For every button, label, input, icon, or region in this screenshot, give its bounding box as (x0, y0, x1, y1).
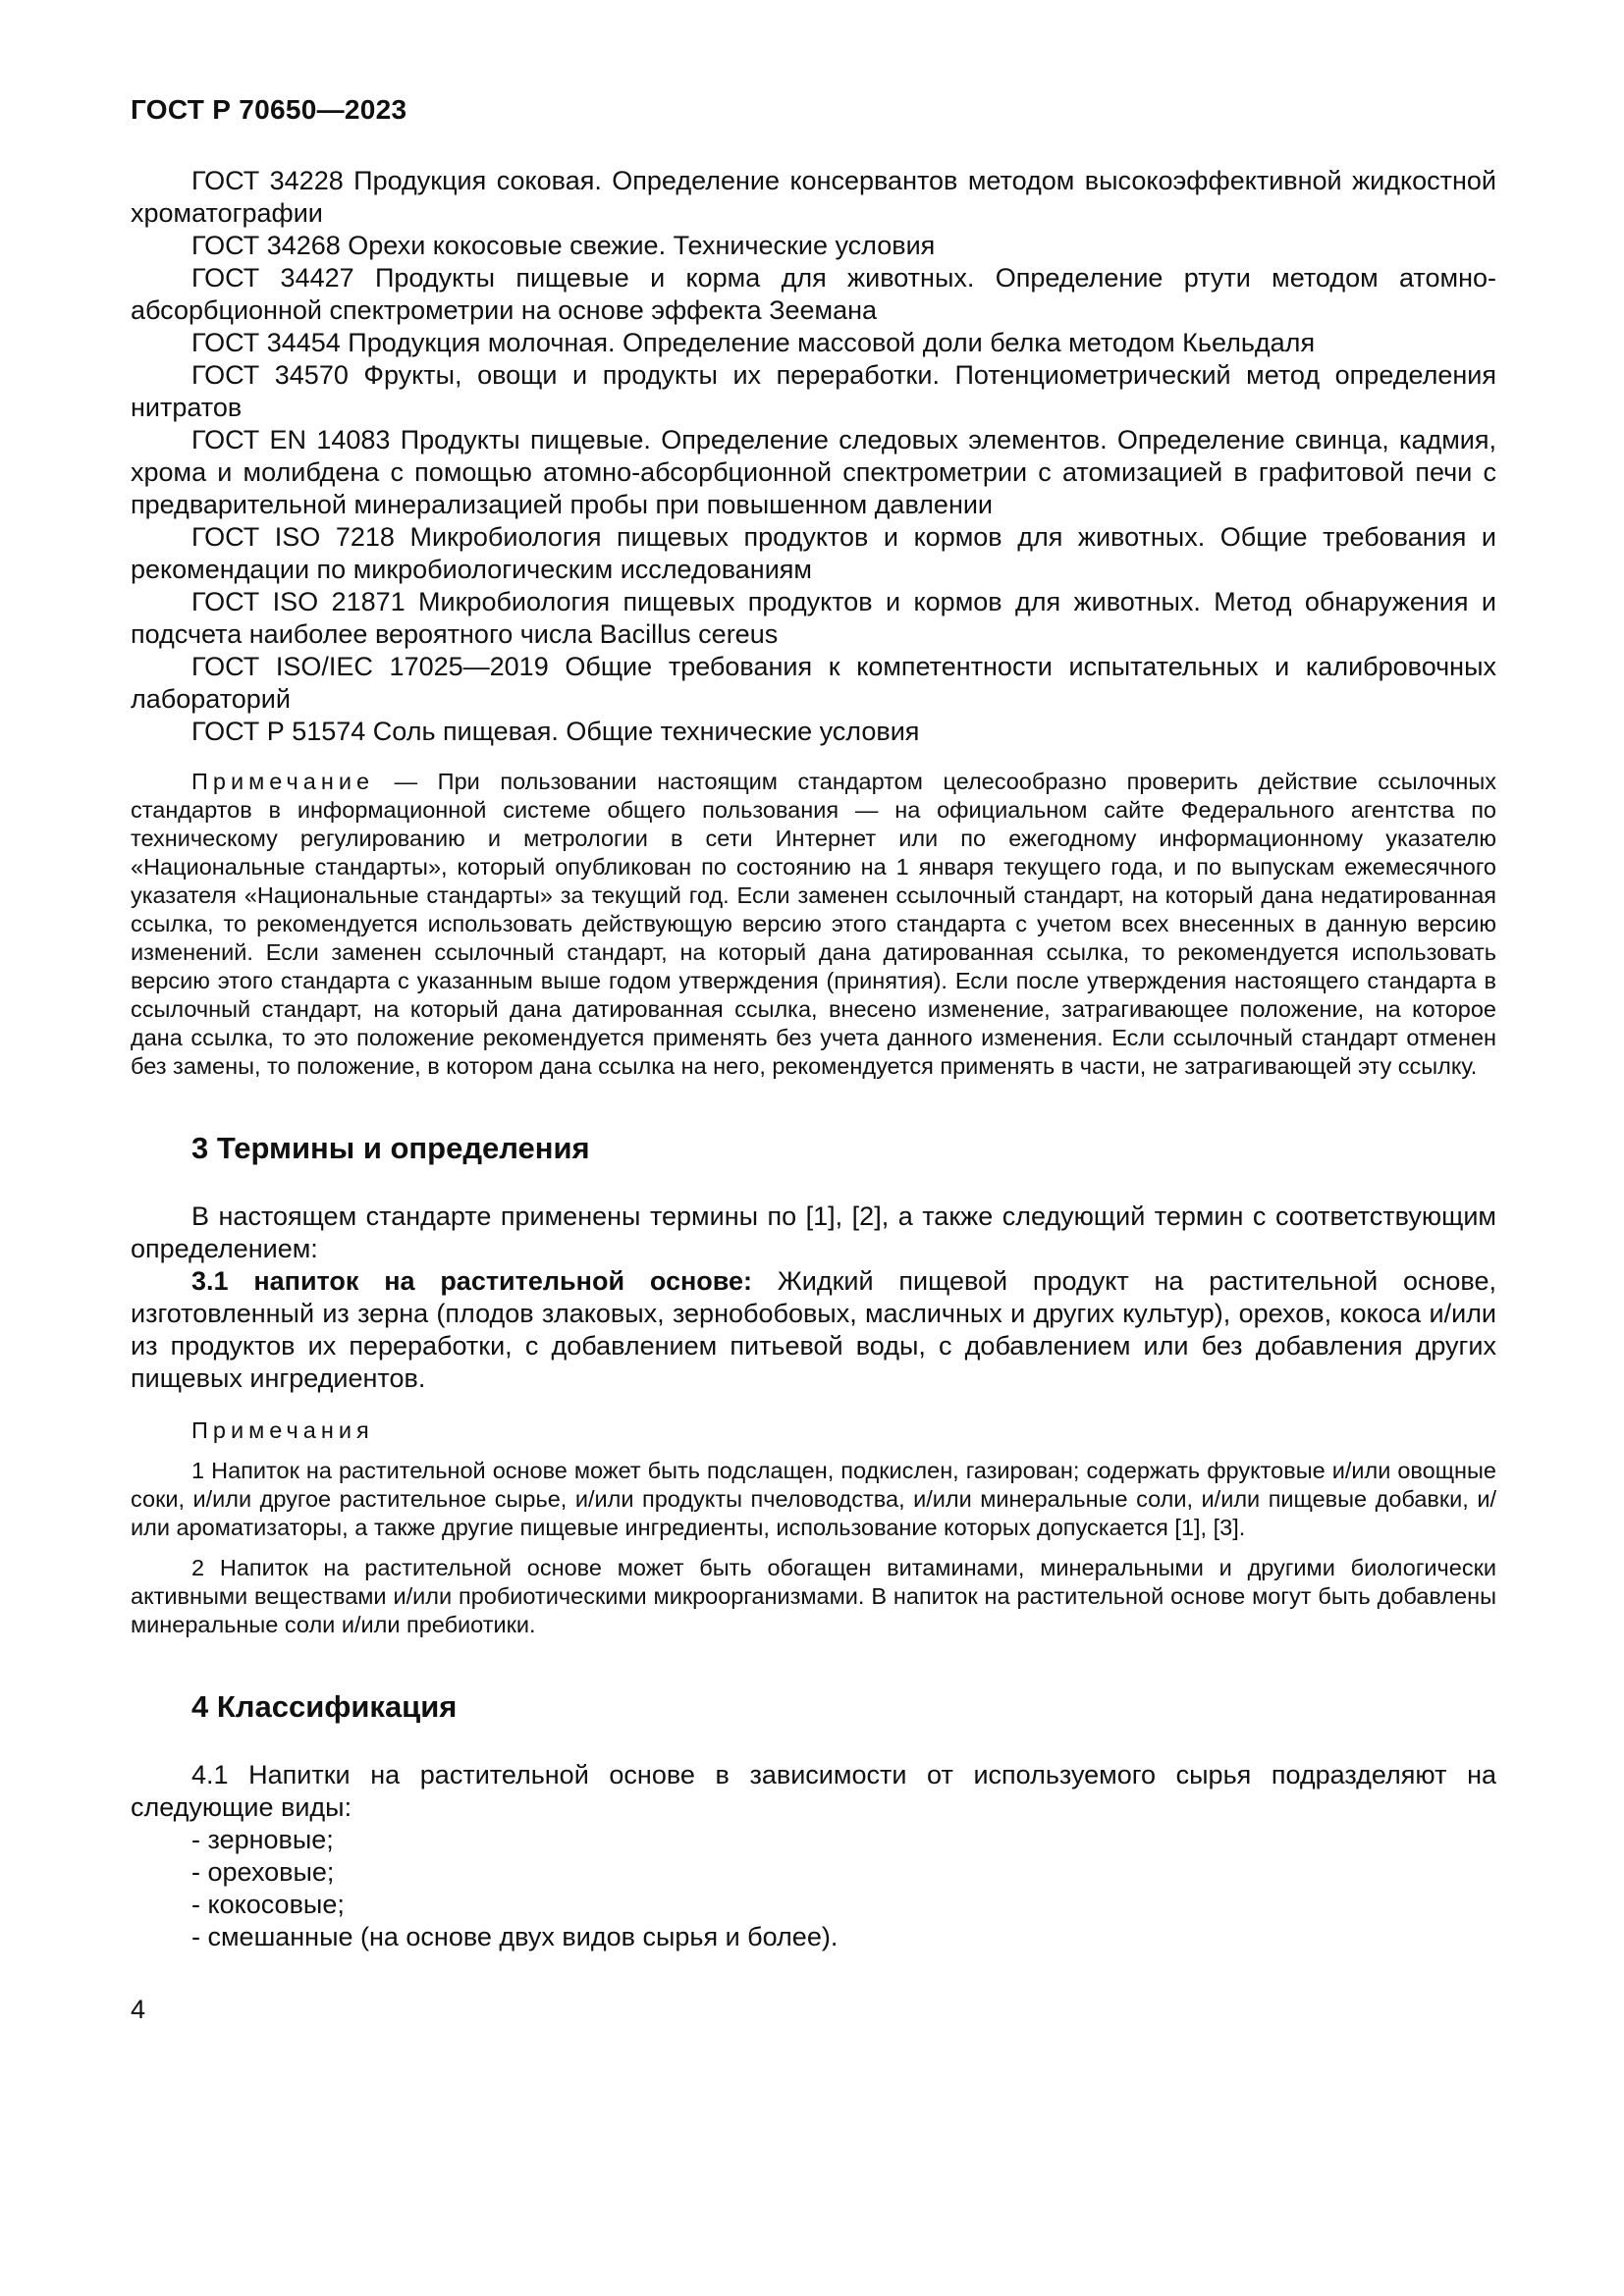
clause-4-1: 4.1 Напитки на растительной основе в зависимости от используемого сырья подразделяют на следующие виды: (131, 1760, 1496, 1822)
reference-item: ГОСТ EN 14083 Продукты пищевые. Определение следовых элементов. Определение свинца, кадмия, хрома и молибдена с помощью атомно-абсорбционной спектрометрии с атомизацией в графитовой печи с предварительной минерализацией пробы при повышенном давлении (131, 425, 1496, 519)
reference-item: ГОСТ ISO/IEC 17025—2019 Общие требования к компетентности испытательных и калибровочных лабораторий (131, 652, 1496, 714)
section-4-heading: 4 Классификация (191, 1689, 458, 1724)
term-note-2: 2 Напиток на растительной основе может быть обогащен витаминами, минеральными и другими биологически активными веществами и/или пробиотическими микроорганизмами. В напиток на растительной основе могут быть добавлены минеральные соли и/или пребиотики. (131, 1555, 1496, 1637)
reference-item: ГОСТ ISO 21871 Микробиология пищевых продуктов и кормов для животных. Метод обнаружения и подсчета наиболее вероятного числа Bacillus cereus (131, 587, 1496, 649)
list-item: - кокосовые; (191, 1890, 345, 1919)
list-item: - смешанные (на основе двух видов сырья и более). (191, 1922, 839, 1951)
reference-item: ГОСТ 34228 Продукция соковая. Определение консервантов методом высокоэффективной жидкостной хроматографии (131, 166, 1496, 228)
section-3-heading: 3 Термины и определения (191, 1131, 590, 1165)
notes-label: Примечания (191, 1417, 374, 1443)
document-code-header: ГОСТ Р 70650—2023 (131, 94, 407, 125)
note-label: Примечание (191, 769, 375, 794)
term-definition (131, 1265, 1496, 1395)
term-note-1: 1 Напиток на растительной основе может быть подслащен, подкислен, газирован; содержать фруктовые и/или овощные соки, и/или другое растительное сырье, и/или продукты пчеловодства, и/или минеральные соли, и/или пищевые добавки, и/или ароматизаторы, а также другие пищевые ингредиенты, использование которых допускается [1], [3]. (131, 1458, 1496, 1540)
reference-item: ГОСТ 34268 Орехи кокосовые свежие. Технические условия (191, 231, 936, 260)
reference-item: ГОСТ Р 51574 Соль пищевая. Общие технические условия (191, 717, 920, 746)
list-item: - зерновые; (191, 1825, 334, 1854)
section-3-intro: В настоящем стандарте применены термины по [1], [2], а также следующий термин с соответствующим определением: (131, 1201, 1496, 1263)
term-definition-text: Жидкий пищевой продукт на растительной основе, изготовленный из зерна (плодов злаковых, зернобобовых, масличных и других культур), орехов, кокоса и/или из продуктов их переработки, с добавлением питьевой воды, с добавлением или без добавления других пищевых ингредиентов. (131, 1266, 1496, 1393)
page-number: 4 (131, 1995, 146, 2024)
note-text: — При пользовании настоящим стандартом целесообразно проверить действие ссылочных стандартов в информационной системе общего пользования — на официальном сайте Федерального агентства по техническому регулированию и метрологии в сети Интернет или по ежегодному информационному указателю «Национальные стандарты», который опубликован по состоянию на 1 января текущего года, и по выпускам ежемесячного указателя «Национальные стандарты» за текущий год. Если заменен ссылочный стандарт, на который дана недатированная ссылка, то рекомендуется использовать действующую версию этого стандарта с учетом всех внесенных в данную версию изменений. Если заменен ссылочный стандарт, на который дана датированная ссылка, то рекомендуется использовать версию этого стандарта с указанным выше годом утверждения (принятия). Если после утверждения настоящего стандарта в ссылочный стандарт, на который дана датированная ссылка, внесено изменение, затрагивающее положение, на которое дана ссылка, то это положение рекомендуется применять без учета данного изменения. Если ссылочный стандарт отменен без замены, то положение, в котором дана ссылка на него, рекомендуется применять в части, не затрагивающей эту ссылку. (131, 769, 1496, 1079)
classification-list (131, 1824, 1496, 1953)
term-name: 3.1 напиток на растительной основе: (191, 1266, 753, 1296)
reference-item: ГОСТ 34427 Продукты пищевые и корма для животных. Определение ртути методом атомно-абсорбционной спектрометрии на основе эффекта Зеемана (131, 263, 1496, 325)
references-note (131, 768, 1496, 1081)
reference-item: ГОСТ ISO 7218 Микробиология пищевых продуктов и кормов для животных. Общие требования и рекомендации по микробиологическим исследованиям (131, 522, 1496, 584)
references-section (131, 165, 1496, 748)
reference-item: ГОСТ 34454 Продукция молочная. Определение массовой доли белка методом Кьельдаля (191, 328, 1316, 357)
reference-item: ГОСТ 34570 Фрукты, овощи и продукты их переработки. Потенциометрический метод определения нитратов (131, 360, 1496, 422)
list-item: - ореховые; (191, 1857, 335, 1887)
